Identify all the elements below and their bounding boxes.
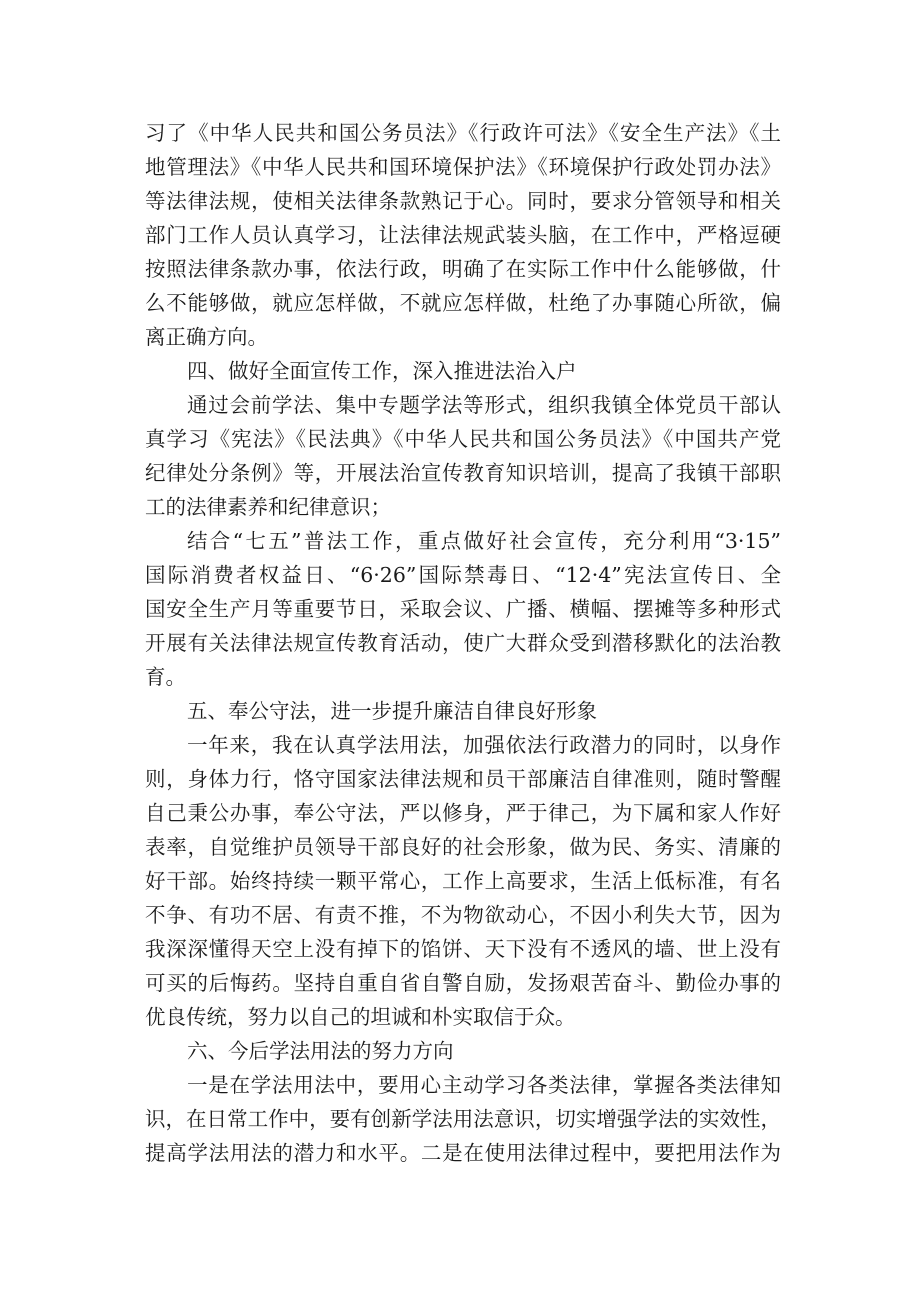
text-line: 我深深懂得天空上没有掉下的馅饼、天下没有不透风的墙、世上没有 <box>145 937 781 961</box>
section-heading: 五、奉公守法，进一步提升廉洁自律良好形象 <box>187 699 597 723</box>
text-line: 纪律处分条例》等，开展法治宣传教育知识培训，提高了我镇干部职 <box>145 461 781 485</box>
text-line: 结合“七五”普法工作，重点做好社会宣传，充分利用“3·15” <box>187 529 781 553</box>
text-line: 一年来，我在认真学法用法，加强依法行政潜力的同时，以身作 <box>187 733 781 757</box>
section-heading: 六、今后学法用法的努力方向 <box>187 1039 454 1063</box>
text-line: 通过会前学法、集中专题学法等形式，组织我镇全体党员干部认 <box>187 393 781 417</box>
text-line: 真学习《宪法》《民法典》《中华人民共和国公务员法》《中国共产党 <box>145 427 781 451</box>
section-heading: 四、做好全面宣传工作，深入推进法治入户 <box>187 359 577 383</box>
text-line: 一是在学法用法中，要用心主动学习各类法律，掌握各类法律知 <box>187 1073 781 1097</box>
text-line: 育。 <box>145 665 186 689</box>
text-line: 识，在日常工作中，要有创新学法用法意识，切实增强学法的实效性， <box>145 1107 781 1131</box>
text-line: 表率，自觉维护员领导干部良好的社会形象，做为民、务实、清廉的 <box>145 835 781 859</box>
text-line: 好干部。始终持续一颗平常心，工作上高要求，生活上低标准，有名 <box>145 869 781 893</box>
text-line: 工的法律素养和纪律意识； <box>145 495 391 519</box>
text-line: 开展有关法律法规宣传教育活动，使广大群众受到潜移默化的法治教 <box>145 631 781 655</box>
text-line: 自己秉公办事，奉公守法，严以修身，严于律己，为下属和家人作好 <box>145 801 781 825</box>
text-line: 等法律法规，使相关法律条款熟记于心。同时，要求分管领导和相关 <box>145 189 781 213</box>
text-line: 优良传统，努力以自己的坦诚和朴实取信于众。 <box>145 1005 576 1029</box>
text-line: 么不能够做，就应怎样做，不就应怎样做，杜绝了办事随心所欲，偏 <box>145 291 781 315</box>
text-line: 部门工作人员认真学习，让法律法规武装头脑，在工作中，严格逗硬 <box>145 223 781 247</box>
text-line: 国安全生产月等重要节日，采取会议、广播、横幅、摆摊等多种形式 <box>145 597 781 621</box>
text-line: 地管理法》《中华人民共和国环境保护法》《环境保护行政处罚办法》 <box>145 155 781 179</box>
text-line: 不争、有功不居、有责不推，不为物欲动心，不因小利失大节，因为 <box>145 903 781 927</box>
text-line: 则，身体力行，恪守国家法律法规和员干部廉洁自律准则，随时警醒 <box>145 767 781 791</box>
text-line: 按照法律条款办事，依法行政，明确了在实际工作中什么能够做，什 <box>145 257 781 281</box>
text-line: 提高学法用法的潜力和水平。二是在使用法律过程中，要把用法作为 <box>145 1141 781 1165</box>
text-line: 习了《中华人民共和国公务员法》《行政许可法》《安全生产法》《土 <box>145 121 781 145</box>
text-line: 可买的后悔药。坚持自重自省自警自励，发扬艰苦奋斗、勤俭办事的 <box>145 971 781 995</box>
text-line: 国际消费者权益日、“6·26”国际禁毒日、“12·4”宪法宣传日、全 <box>145 563 781 587</box>
text-line: 离正确方向。 <box>145 325 268 349</box>
